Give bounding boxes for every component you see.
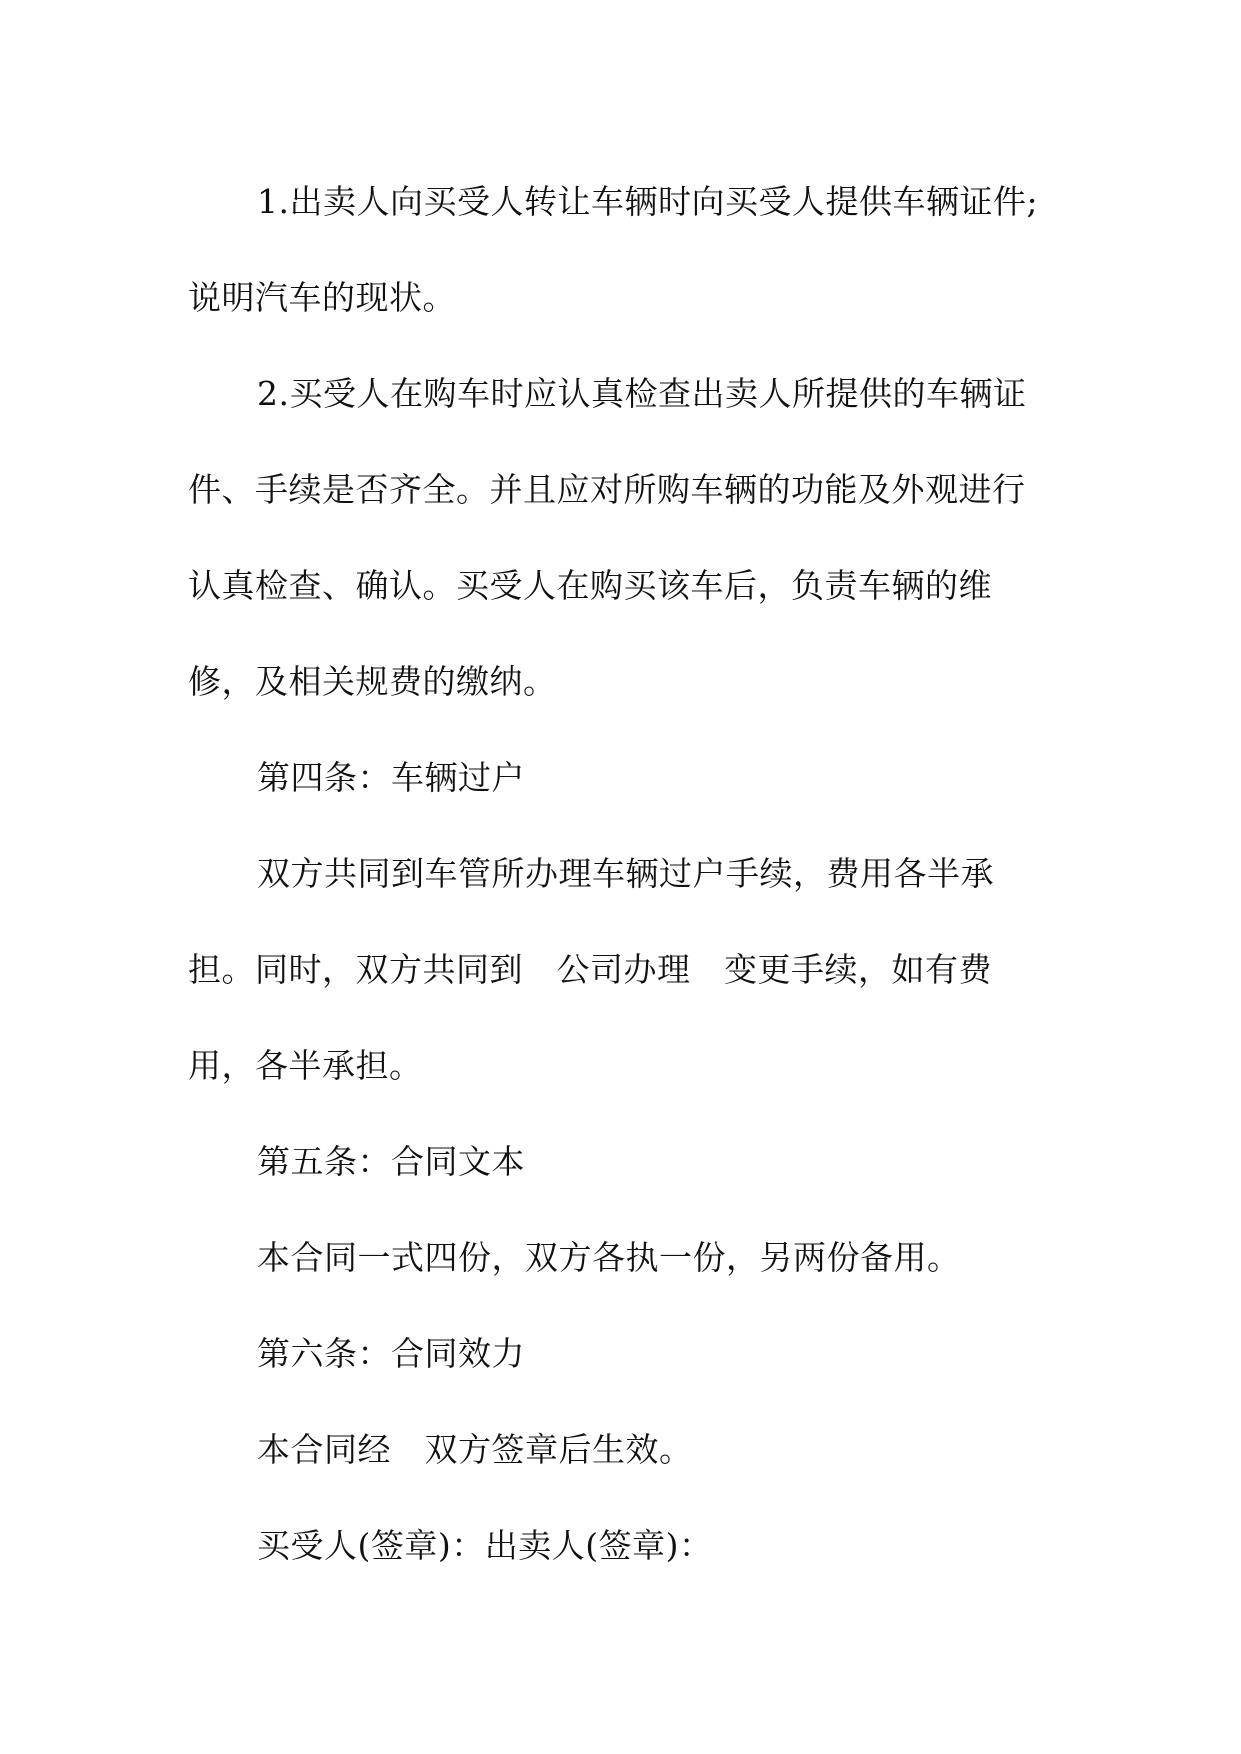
clause-3-item-2-line-4: 修，及相关规费的缴纳。 xyxy=(188,662,557,701)
clause-4-text-line-2: 担。同时，双方共同到 公司办理 变更手续，如有费 xyxy=(188,950,992,989)
clause-5-heading: 第五条：合同文本 xyxy=(257,1142,525,1181)
clause-3-item-2-line-3: 认真检查、确认。买受人在购买该车后，负责车辆的维 xyxy=(188,566,992,605)
clause-6-heading: 第六条：合同效力 xyxy=(257,1334,525,1373)
clause-4-text-line-1: 双方共同到车管所办理车辆过户手续，费用各半承 xyxy=(257,854,994,893)
clause-6-text: 本合同经 双方签章后生效。 xyxy=(257,1430,693,1469)
clause-3-item-1-line-1: 1.出卖人向买受人转让车辆时向买受人提供车辆证件; xyxy=(257,182,1039,221)
clause-3-item-1-line-2: 说明汽车的现状。 xyxy=(188,278,456,317)
clause-4-heading: 第四条：车辆过户 xyxy=(257,758,525,797)
clause-3-item-2-line-2: 件、手续是否齐全。并且应对所购车辆的功能及外观进行 xyxy=(188,470,1026,509)
clause-4-text-line-3: 用，各半承担。 xyxy=(188,1046,423,1085)
signature-line: 买受人(签章)：出卖人(签章)： xyxy=(257,1526,713,1565)
clause-3-item-2-line-1: 2.买受人在购车时应认真检查出卖人所提供的车辆证 xyxy=(257,374,1027,413)
clause-5-text: 本合同一式四份，双方各执一份，另两份备用。 xyxy=(257,1238,961,1277)
